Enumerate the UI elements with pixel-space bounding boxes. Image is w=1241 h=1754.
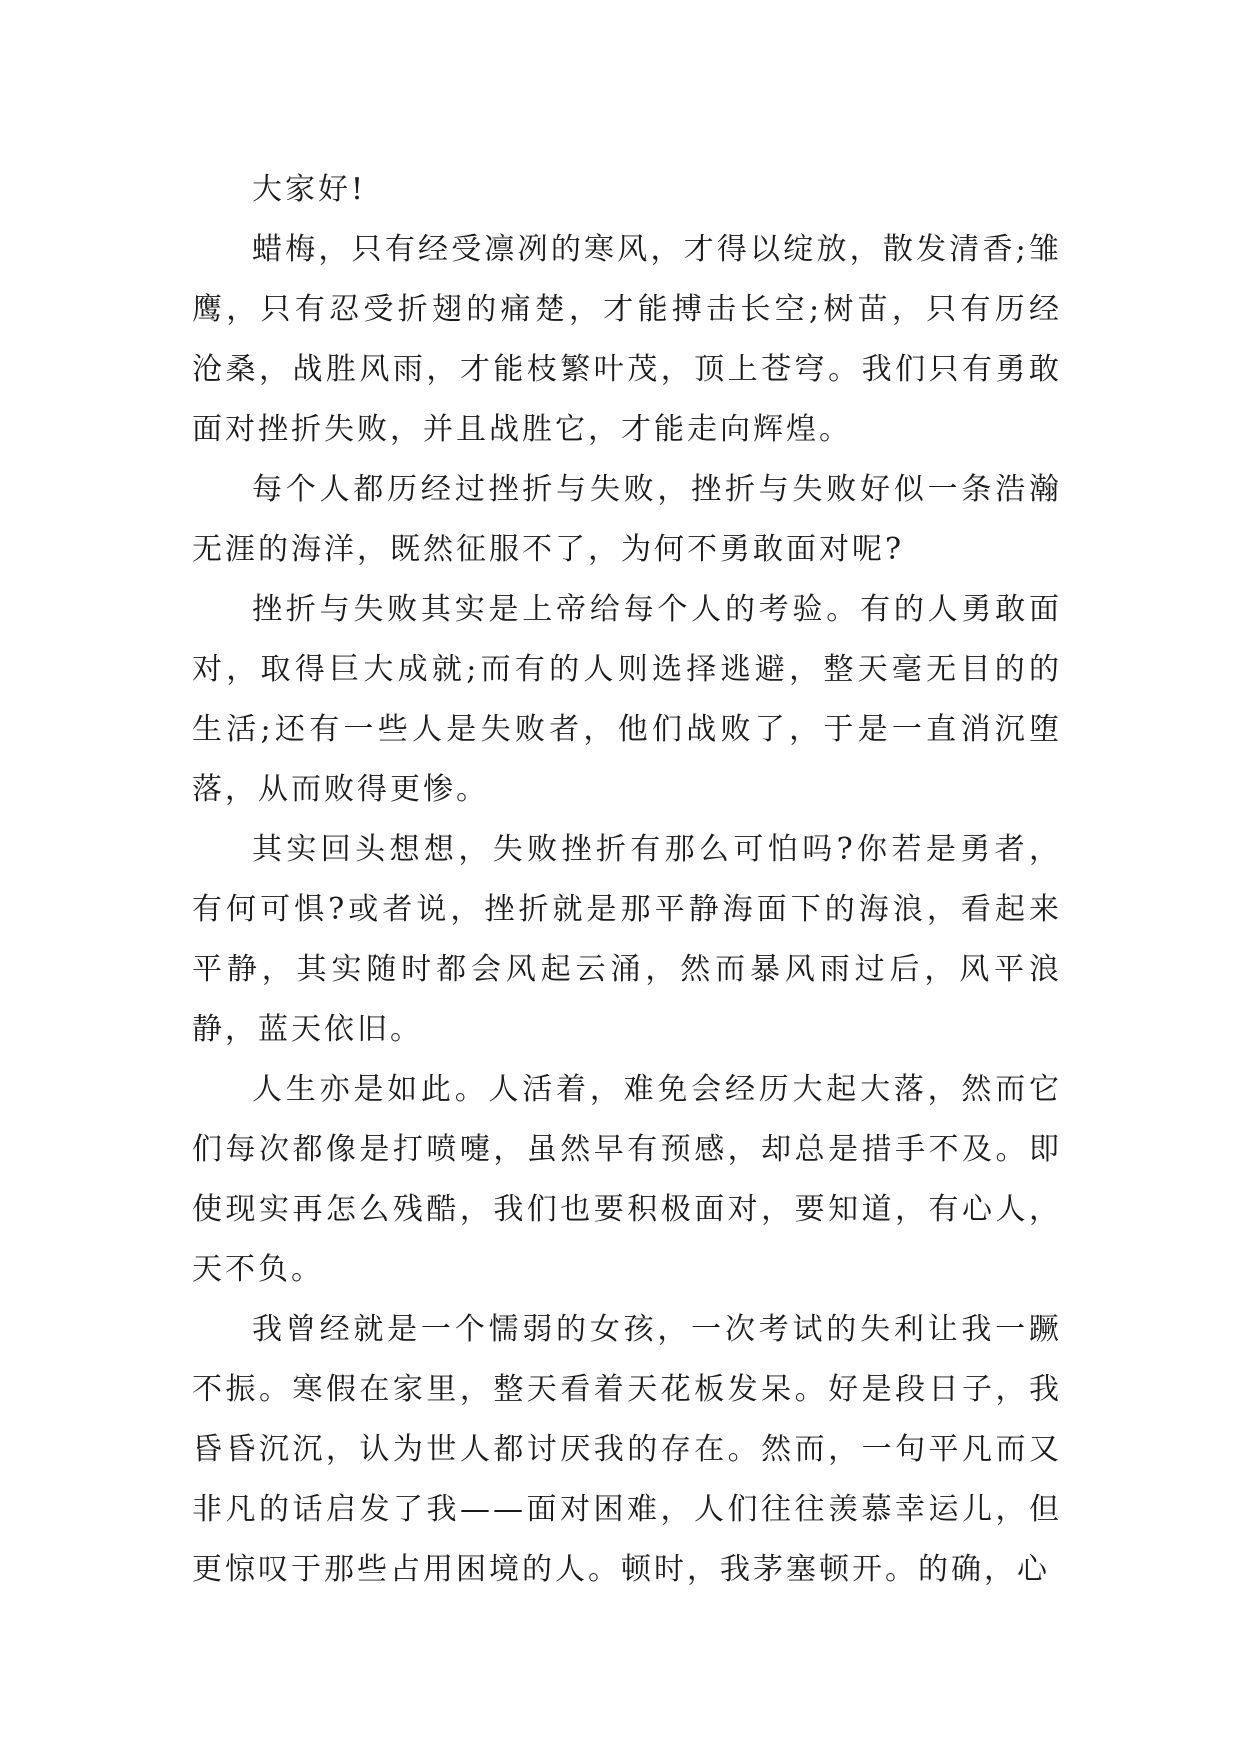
paragraph-6: 我曾经就是一个懦弱的女孩，一次考试的失利让我一蹶不振。寒假在家里，整天看着天花板发呆。好是段日子，我昏昏沉沉，认为世人都讨厌我的存在。然而，一句平凡而又非凡的话启发了我——面对困难，人们往往羡慕幸运儿，但更惊叹于那些占用困境的人。顿时，我茅塞顿开。的确，心 — [192, 1312, 1062, 1587]
greeting-paragraph: 大家好! — [252, 172, 367, 207]
paragraph-1: 蜡梅，只有经受凛冽的寒风，才得以绽放，散发清香;雏鹰，只有忍受折翅的痛楚，才能搏击长空;树苗，只有历经沧桑，战胜风雨，才能枝繁叶茂，顶上苍穹。我们只有勇敢面对挫折失败，并且战胜它，才能走向辉煌。 — [192, 232, 1062, 447]
document-body — [192, 160, 1062, 1600]
paragraph-2: 每个人都历经过挫折与失败，挫折与失败好似一条浩瀚无涯的海洋，既然征服不了，为何不勇敢面对呢? — [192, 472, 1062, 567]
paragraph-5: 人生亦是如此。人活着，难免会经历大起大落，然而它们每次都像是打喷嚏，虽然早有预感，却总是措手不及。即使现实再怎么残酷，我们也要积极面对，要知道，有心人，天不负。 — [192, 1072, 1062, 1287]
paragraph-4: 其实回头想想，失败挫折有那么可怕吗?你若是勇者，有何可惧?或者说，挫折就是那平静海面下的海浪，看起来平静，其实随时都会风起云涌，然而暴风雨过后，风平浪静，蓝天依旧。 — [192, 832, 1062, 1047]
paragraph-3: 挫折与失败其实是上帝给每个人的考验。有的人勇敢面对，取得巨大成就;而有的人则选择逃避，整天毫无目的的生活;还有一些人是失败者，他们战败了，于是一直消沉堕落，从而败得更惨。 — [192, 592, 1062, 807]
